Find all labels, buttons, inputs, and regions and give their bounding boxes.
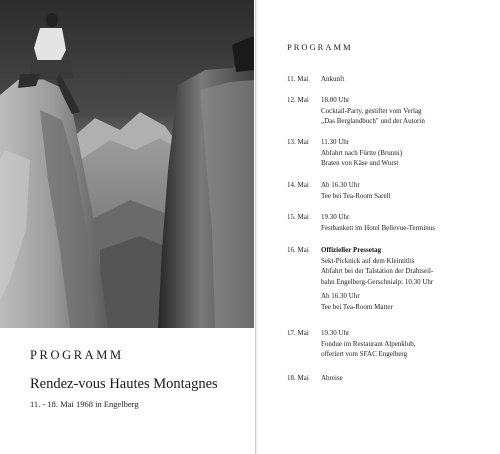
event-dates: 11. - 18. Mai 1968 in Engelberg (30, 399, 139, 409)
entry-details (321, 245, 500, 313)
entry-details (321, 95, 500, 127)
entry-details (321, 74, 500, 85)
entry-line: 19.30 Uhr (321, 213, 350, 221)
entry-line: Tee bei Tea-Room Sarell (321, 191, 391, 200)
entry-date: 14. Mai (287, 181, 309, 189)
entry-details (321, 212, 500, 233)
entry-line: Fondue im Restaurant Alpenklub, (321, 339, 416, 348)
entry-line: Cocktail-Party, gestiftet vom Verlag (321, 106, 422, 115)
entry-line: Abfahrt bei der Talstation der Drahtseil- (321, 267, 434, 276)
page-fold-shadow (256, 0, 258, 454)
entry-date: 12. Mai (287, 96, 309, 104)
entry-line: Festbankett im Hotel Bellevue-Terminus (321, 223, 436, 232)
entry-line: Tee bei Tea-Room Matter (321, 302, 393, 311)
entry-line: 19.30 Uhr (321, 329, 350, 337)
entry-line: Ab 16.30 Uhr (321, 181, 360, 189)
entry-line: „Das Berglandbuch" und der Autorin (321, 117, 425, 126)
entry-date: 15. Mai (287, 213, 309, 221)
entry-line: Sekt-Picknick auf dem Kleintitlis (321, 256, 415, 265)
entry-line: Offizieller Pressetag (321, 246, 382, 254)
entry-line: offeriert vom SFAC Engelberg (321, 350, 408, 359)
entry-line: bahn Engelberg-Gerschnialp: 10.30 Uhr (321, 277, 434, 286)
entry-date: 11. Mai (287, 75, 309, 83)
cover-heading: PROGRAMM (30, 348, 124, 362)
entry-details (321, 373, 500, 384)
entry-line: 11.30 Uhr (321, 138, 350, 146)
entry-details (321, 328, 500, 360)
mountain-photo (0, 0, 254, 328)
entry-details (321, 180, 500, 201)
entry-date: 17. Mai (287, 329, 309, 337)
cover-caption (30, 348, 250, 409)
entry-line: Ab 16.30 Uhr (321, 292, 360, 301)
program-heading: PROGRAMM (287, 42, 353, 52)
entry-line: Abreise (321, 374, 343, 382)
event-title: Rendez-vous Hautes Montagnes (30, 376, 218, 392)
entry-line: Braten von Käse und Wurst (321, 159, 399, 168)
entry-line: 18.00 Uhr (321, 96, 350, 104)
entry-line: Abfahrt nach Fürtte (Brunni) (321, 148, 403, 157)
entry-date: 13. Mai (287, 138, 309, 146)
entry-date: 16. Mai (287, 246, 309, 254)
entry-date: 18. Mai (287, 374, 309, 382)
entry-details (321, 137, 500, 169)
entry-line: Ankunft (321, 75, 345, 83)
